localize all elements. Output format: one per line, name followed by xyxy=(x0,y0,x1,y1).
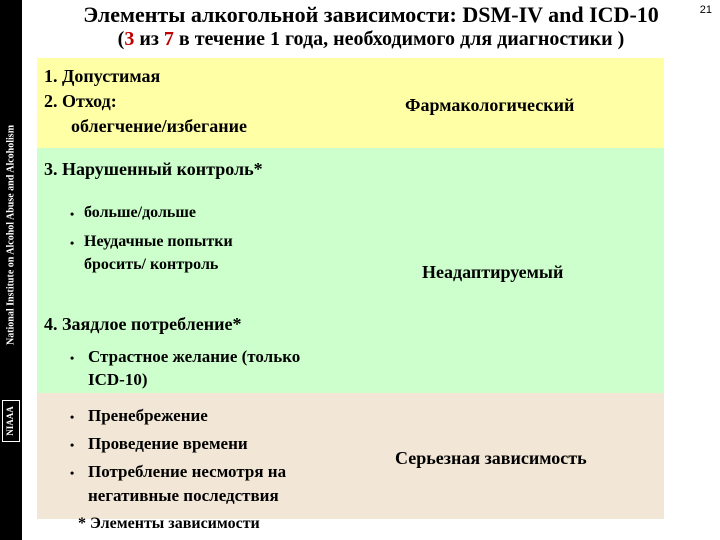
criterion-withdrawal: 2. Отход: xyxy=(44,91,117,111)
criteria-required-count: 3 xyxy=(124,28,135,50)
subtitle-from: из xyxy=(134,28,164,50)
subtitle-open-paren: ( xyxy=(117,28,125,50)
bullet-failed-attempts-detail: бросить/ контроль xyxy=(84,256,219,273)
footnote: * Элементы зависимости xyxy=(78,515,260,532)
bullet-icon: • xyxy=(70,466,75,480)
page-number: 21 xyxy=(699,4,712,16)
maladaptive-label: Неадаптируемый xyxy=(422,262,564,282)
criterion-impaired-control: 3. Нарушенный контроль* xyxy=(44,159,263,179)
bullet-icon: • xyxy=(70,410,75,424)
bullet-craving: Страстное желание (только xyxy=(88,347,301,366)
bullet-use-despite-consequences-detail: негативные последствия xyxy=(88,486,279,505)
bullet-time-spent: Проведение времени xyxy=(88,434,248,453)
slide-subtitle xyxy=(22,27,720,51)
niaaa-logo-icon xyxy=(2,400,20,442)
criterion-compulsive-use: 4. Заядлое потребление* xyxy=(44,314,242,334)
bullet-icon: • xyxy=(70,351,75,365)
subtitle-rest: в течение 1 года, необходимого для диагностики ) xyxy=(173,28,625,50)
sidebar xyxy=(0,0,22,540)
criteria-total-count: 7 xyxy=(163,28,174,50)
bullet-icon: • xyxy=(70,236,75,250)
serious-dependence-label: Серьезная зависимость xyxy=(395,448,587,468)
bullet-craving-detail: ICD-10) xyxy=(88,370,148,389)
criterion-withdrawal-detail: облегчение/избегание xyxy=(71,116,247,136)
bullet-use-despite-consequences: Потребление несмотря на xyxy=(88,462,287,481)
slide-title: Элементы алкогольной зависимости: DSM-IV and ICD-10 xyxy=(83,2,659,27)
svg-text:NIAAA: NIAAA xyxy=(5,406,16,436)
bullet-more-longer: больше/дольше xyxy=(84,204,196,221)
bullet-failed-attempts: Неудачные попытки xyxy=(84,233,233,250)
pharmacological-label: Фармакологический xyxy=(405,95,575,115)
bullet-icon: • xyxy=(70,438,75,452)
sidebar-institute-text: National Institute on Alcohol Abuse and Alcoholism xyxy=(5,124,17,346)
bullet-neglect: Пренебрежение xyxy=(88,406,208,425)
bullet-icon: • xyxy=(70,207,75,221)
criterion-tolerance: 1. Допустимая xyxy=(44,66,161,86)
